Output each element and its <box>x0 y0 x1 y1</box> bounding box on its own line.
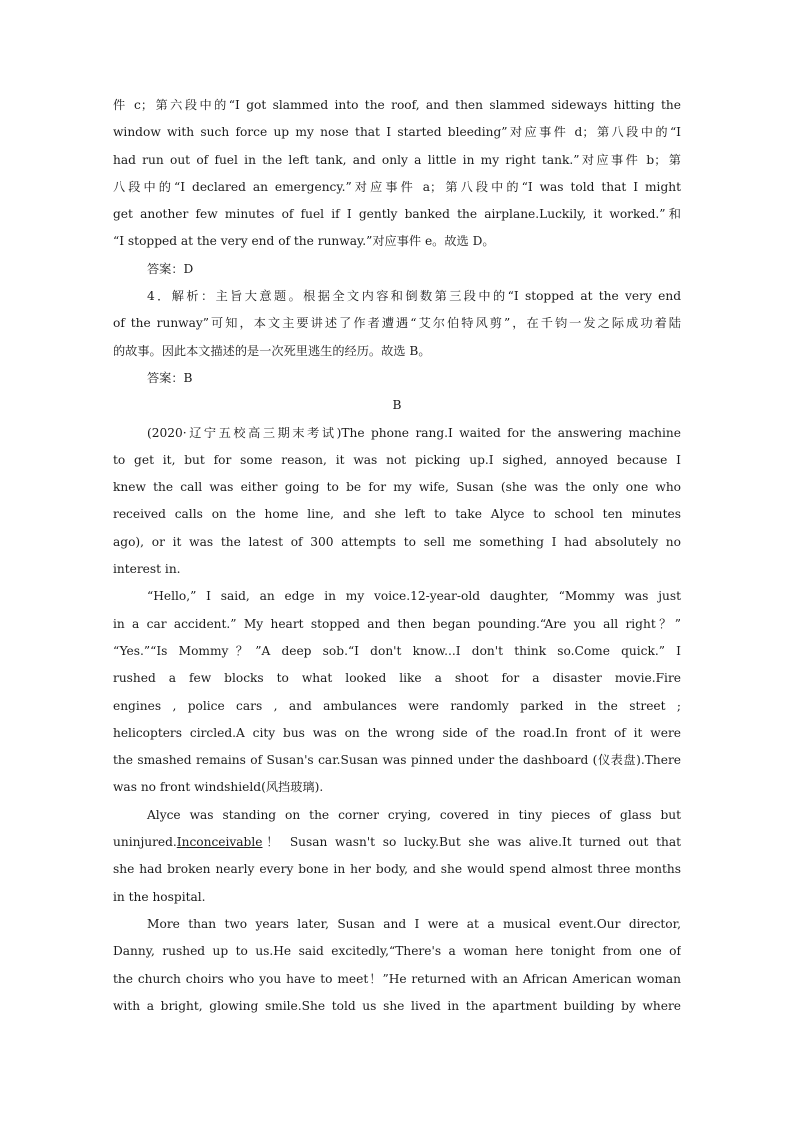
text-segment: Alyce was standing on the corner crying, covered in tiny pieces of glass but <box>147 807 681 822</box>
text-line <box>113 474 681 501</box>
document-body <box>113 92 681 1020</box>
text-segment: in the hospital. <box>113 889 206 904</box>
text-line <box>113 256 681 283</box>
text-segment: window with such force up my nose that I started bleeding”对应事件 d；第八段中的“I <box>113 125 681 140</box>
text-line <box>113 392 681 419</box>
text-segment: ！ Susan wasn't so lucky.But she was alive.It turned out that <box>262 835 681 850</box>
text-line <box>113 420 681 447</box>
text-line <box>113 966 681 993</box>
text-line <box>113 747 681 774</box>
text-line <box>113 611 681 638</box>
text-segment: received calls on the home line, and she left to take Alyce to school ten minutes <box>113 507 681 522</box>
text-line <box>113 774 681 801</box>
text-segment: “I stopped at the very end of the runway.”对应事件 e。故选 D。 <box>113 234 495 249</box>
text-segment: the church choirs who you have to meet！”He returned with an African American woman <box>113 971 681 986</box>
text-line <box>113 693 681 720</box>
text-line <box>113 338 681 365</box>
text-segment: was no front windshield(风挡玻璃). <box>113 780 324 795</box>
text-segment: she had broken nearly every bone in her body, and she would spend almost three months <box>113 862 681 877</box>
text-segment: 答案：B <box>147 370 193 385</box>
text-segment: 件 c；第六段中的“I got slammed into the roof, and then slammed sideways hitting the <box>113 98 681 112</box>
text-line <box>113 556 681 583</box>
text-segment: had run out of fuel in the left tank, and only a little in my right tank.”对应事件 b；第 <box>113 152 681 167</box>
text-line <box>113 174 681 201</box>
text-line <box>113 447 681 474</box>
text-line <box>113 310 681 337</box>
text-line <box>113 147 681 174</box>
text-line <box>113 92 681 119</box>
text-segment: Danny, rushed up to us.He said excitedly,“There's a woman here tonight from one of <box>113 944 681 959</box>
text-line <box>113 529 681 556</box>
text-segment: 的故事。因此本文描述的是一次死里逃生的经历。故选 B。 <box>113 343 431 358</box>
text-segment: helicopters circled.A city bus was on the wrong side of the road.In front of it were <box>113 725 681 740</box>
text-segment: 4．解析：主旨大意题。根据全文内容和倒数第三段中的“I stopped at the very end <box>147 289 681 304</box>
text-segment: interest in. <box>113 562 181 577</box>
text-segment: in a car accident.” My heart stopped and then began pounding.“Are you all right？” <box>113 616 681 631</box>
text-segment: (2020·辽宁五校高三期末考试)The phone rang.I waited for the answering machine <box>147 425 681 440</box>
text-line <box>113 993 681 1020</box>
text-line <box>113 829 681 856</box>
text-segment: More than two years later, Susan and I were at a musical event.Our director, <box>147 916 681 931</box>
text-segment: “Yes.”“Is Mommy？”A deep sob.“I don't know...I don't think so.Come quick.” I <box>113 643 681 658</box>
text-line <box>113 201 681 228</box>
text-line <box>113 228 681 255</box>
text-segment: uninjured. <box>113 835 177 850</box>
text-line <box>113 638 681 665</box>
text-line <box>113 365 681 392</box>
text-line <box>113 884 681 911</box>
text-segment: knew the call was either going to be for my wife, Susan (she was the only one who <box>113 480 681 495</box>
text-segment: 答案：D <box>147 261 194 276</box>
text-segment: 八段中的“I declared an emergency.”对应事件 a；第八段中的“I was told that I might <box>113 179 681 194</box>
text-line <box>113 938 681 965</box>
text-segment: the smashed remains of Susan's car.Susan was pinned under the dashboard (仪表盘).There <box>113 753 681 768</box>
text-line <box>113 856 681 883</box>
text-segment: of the runway”可知，本文主要讲述了作者遭遇“艾尔伯特风剪”，在千钧一发之际成功着陆 <box>113 316 681 331</box>
text-line <box>113 720 681 747</box>
text-segment: rushed a few blocks to what looked like a shoot for a disaster movie.Fire <box>113 671 681 686</box>
text-line <box>113 802 681 829</box>
text-segment: to get it, but for some reason, it was not picking up.I sighed, annoyed because I <box>113 452 681 467</box>
text-segment: with a bright, glowing smile.She told us she lived in the apartment building by where <box>113 998 681 1013</box>
text-line <box>113 665 681 692</box>
text-segment: get another few minutes of fuel if I gently banked the airplane.Luckily, it worked.”和 <box>113 207 681 222</box>
text-segment: B <box>392 398 402 413</box>
text-line <box>113 501 681 528</box>
text-segment: ago), or it was the latest of 300 attempts to sell me something I had absolutely no <box>113 534 681 549</box>
text-segment: “Hello,” I said, an edge in my voice.12-year-old daughter, “Mommy was just <box>147 589 681 604</box>
text-line <box>113 283 681 310</box>
text-line <box>113 911 681 938</box>
underlined-word: Inconceivable <box>176 835 263 850</box>
text-line <box>113 119 681 146</box>
text-segment: engines , police cars , and ambulances were randomly parked in the street ; <box>113 698 681 713</box>
text-line <box>113 583 681 610</box>
